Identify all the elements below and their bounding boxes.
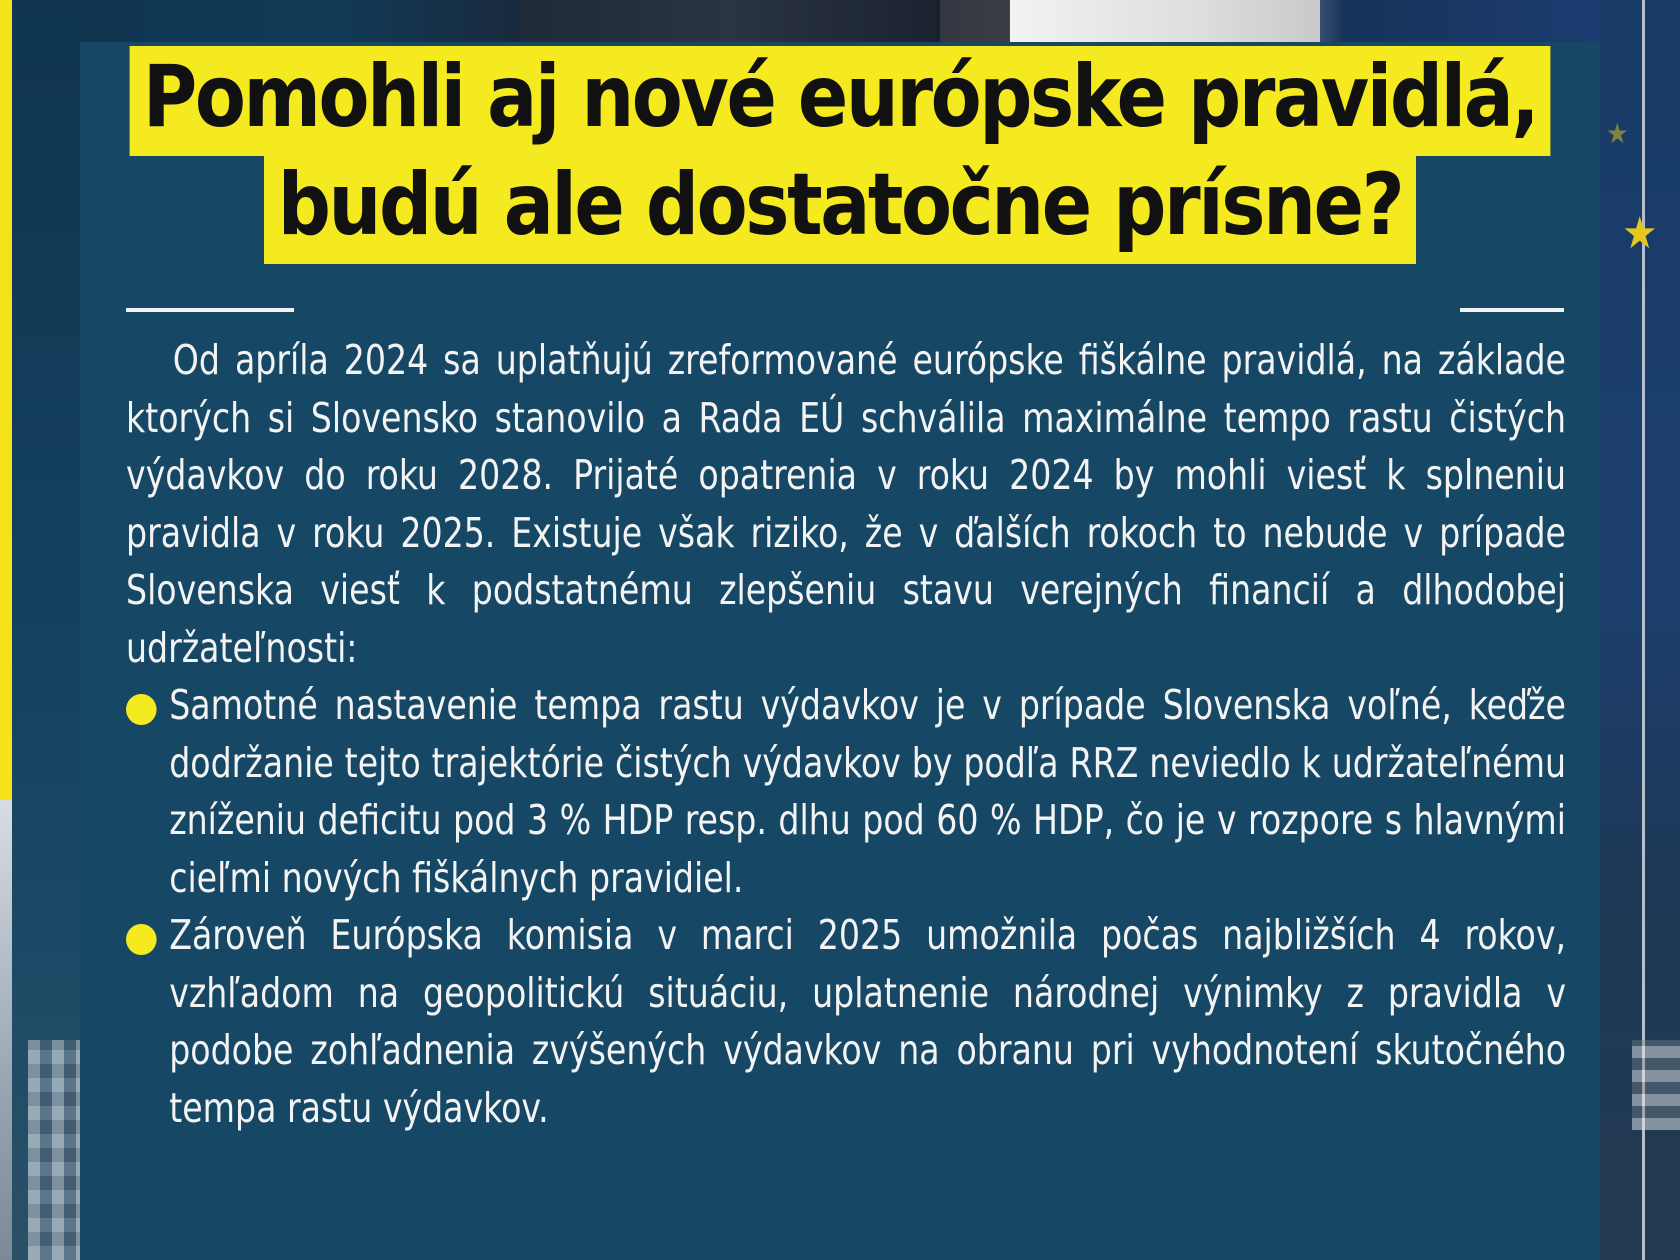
headline <box>110 42 1569 264</box>
photo-suit <box>520 0 940 48</box>
left-pixelated-area <box>28 1040 80 1260</box>
photo-shirt <box>1010 0 1320 48</box>
headline-rule-right <box>1460 308 1564 312</box>
headline-line-2 <box>110 154 1569 264</box>
intro-paragraph: Od apríla 2024 sa uplatňujú zreformované európske fiškálne pravidlá, na základe ktorých si Slovensko stanovilo a Rada EÚ schválila maximálne tempo rastu čistých výdavkov do roku 2028. Prijaté opatrenia v roku 2024 by mohli viesť k splneniu pravidla v roku 2025. Existuje však riziko, že v ďalších rokoch to nebude v prípade Slovenska viesť k podstatnému zlepšeniu stavu verejných financií a dlhodobej udržateľnosti: <box>126 336 1566 672</box>
bullet-list <box>126 677 1566 1137</box>
article-box <box>80 42 1600 1260</box>
eu-star-icon: ★ <box>1622 208 1658 259</box>
list-item-text: Zároveň Európska komisia v marci 2025 umožnila počas najbližších 4 rokov, vzhľadom na geopolitickú situáciu, uplatnenie národnej výnimky z pravidla v podobe zohľadnenia zvýšených výdavkov na obranu pri vyhodnotení skutočného tempa rastu výdavkov. <box>169 911 1567 1132</box>
headline-rule-left <box>126 308 294 312</box>
list-item-text: Samotné nastavenie tempa rastu výdavkov je v prípade Slovenska voľné, keďže dodržanie tejto trajektórie čistých výdavkov by podľa RRZ neviedlo k udržateľnému zníženiu deficitu pod 3 % HDP resp. dlhu pod 60 % HDP, čo je v rozpore s hlavnými cieľmi nových fiškálnych pravidiel. <box>169 681 1567 902</box>
right-pixelated-area <box>1632 1040 1680 1130</box>
headline-line-1 <box>110 46 1569 156</box>
bullet-dot-icon <box>126 694 157 725</box>
bullet-dot-icon <box>126 924 157 955</box>
eu-star-icon: ★ <box>1606 117 1629 150</box>
headline-highlight-1: Pomohli aj nové európske pravidlá, <box>129 46 1550 156</box>
list-item <box>126 907 1566 1137</box>
list-item <box>126 677 1566 907</box>
headline-highlight-2: budú ale dostatočne prísne? <box>264 154 1415 264</box>
left-photo-edge <box>0 800 12 1260</box>
left-yellow-stripe <box>0 0 12 800</box>
background-photo-top <box>0 0 1680 48</box>
article-body <box>126 332 1566 1137</box>
